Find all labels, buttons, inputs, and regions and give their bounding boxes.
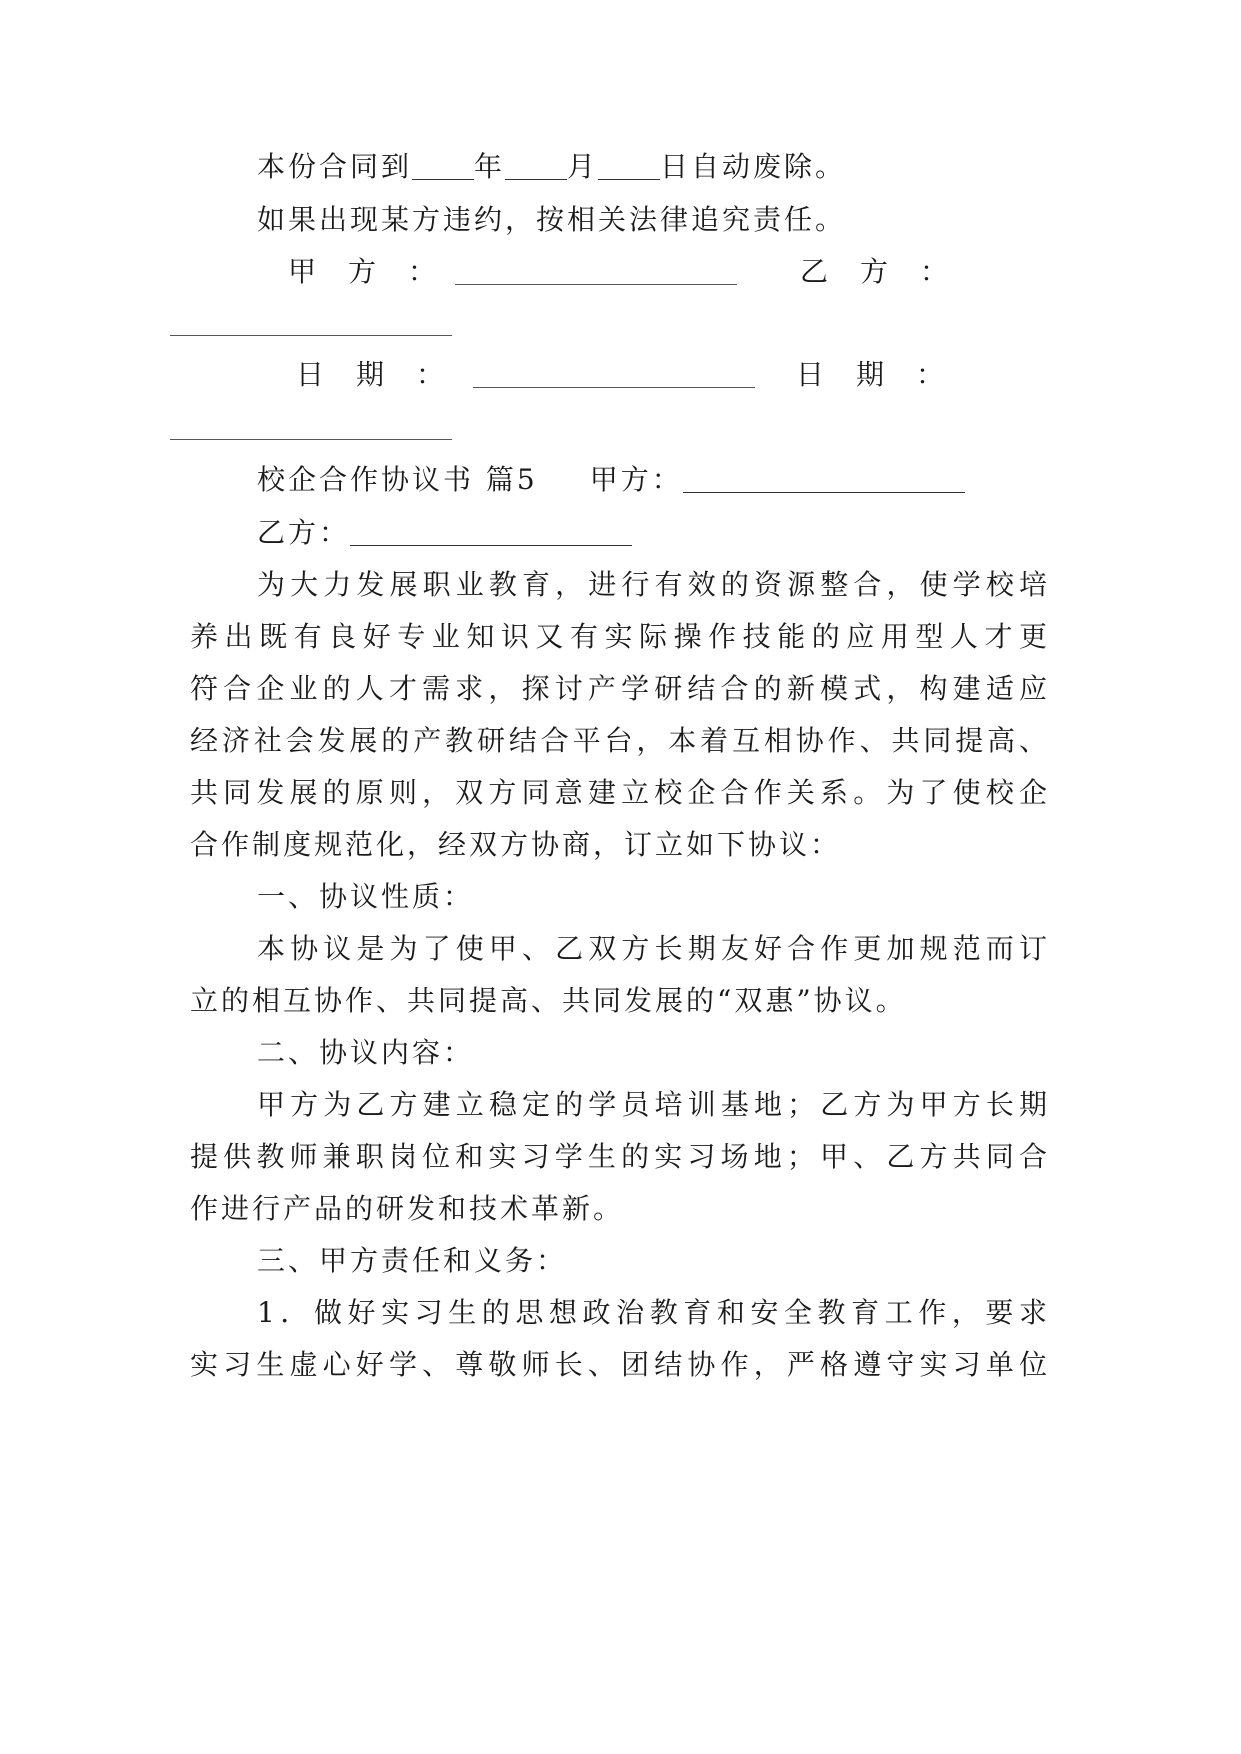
party-a-sign-label: 甲方： [288, 255, 469, 288]
heading-agreement-content: 二、协议内容： [257, 1036, 475, 1069]
breach-line: 如果出现某方违约，按相关法律追究责任。 [257, 203, 847, 236]
party-a-sign-line [455, 284, 737, 285]
heading-agreement-nature: 一、协议性质： [257, 880, 475, 913]
content-line-1: 甲方为乙方建立稳定的学员培训基地；乙方为甲方长期 [257, 1088, 1050, 1121]
intro-line-2: 养出既有良好专业知识又有实际操作技能的应用型人才更 [190, 620, 1050, 653]
date-a-label: 日期： [296, 358, 477, 391]
heading-party-a-duties: 三、甲方责任和义务： [257, 1244, 568, 1277]
day-blank [598, 151, 660, 180]
year-label: 年 [474, 150, 506, 183]
year-blank [412, 151, 474, 180]
date-b-line [170, 439, 452, 440]
intro-line-5: 共同发展的原则，双方同意建立校企合作关系。为了使校企 [190, 776, 1050, 809]
nature-line-2: 立的相互协作、共同提高、共同发展的“双惠”协议。 [190, 984, 907, 1017]
duty-line-2: 实习生虚心好学、尊敬师长、团结协作，严格遵守实习单位 [190, 1348, 1050, 1381]
content-line-3: 作进行产品的研发和技术革新。 [190, 1192, 625, 1225]
intro-line-4: 经济社会发展的产教研结合平台，本着互相协作、共同提高、 [190, 724, 1050, 757]
party-a-field-blank [683, 464, 965, 493]
section-title-line [257, 460, 1050, 500]
party-b-field-label: 乙方： [257, 516, 351, 549]
party-b-field-line [257, 513, 1050, 553]
intro-line-1: 为大力发展职业教育，进行有效的资源整合，使学校培 [257, 568, 1050, 601]
party-b-field-blank [350, 517, 632, 546]
party-b-sign-label: 乙方： [800, 255, 981, 288]
section-title: 校企合作协议书 篇5 [257, 463, 538, 496]
content-line-2: 提供教师兼职岗位和实习学生的实习场地；甲、乙方共同合 [190, 1140, 1050, 1173]
nature-line-1: 本协议是为了使甲、乙双方长期友好合作更加规范而订 [257, 932, 1050, 965]
intro-line-3: 符合企业的人才需求，探讨产学研结合的新模式，构建适应 [190, 672, 1050, 705]
contract-end-prefix: 本份合同到 [257, 150, 413, 183]
date-a-line [473, 387, 755, 388]
contract-end-suffix: 日自动废除。 [660, 150, 847, 183]
party-b-sign-line [170, 335, 452, 336]
contract-end-line [257, 147, 1050, 187]
date-b-label: 日期： [796, 358, 977, 391]
month-blank [505, 151, 567, 180]
party-a-field-label: 甲方： [589, 463, 683, 496]
duty-line-1: 1．做好实习生的思想政治教育和安全教育工作，要求 [257, 1296, 1050, 1329]
month-label: 月 [567, 150, 599, 183]
intro-line-6: 合作制度规范化，经双方协商，订立如下协议： [190, 828, 842, 861]
